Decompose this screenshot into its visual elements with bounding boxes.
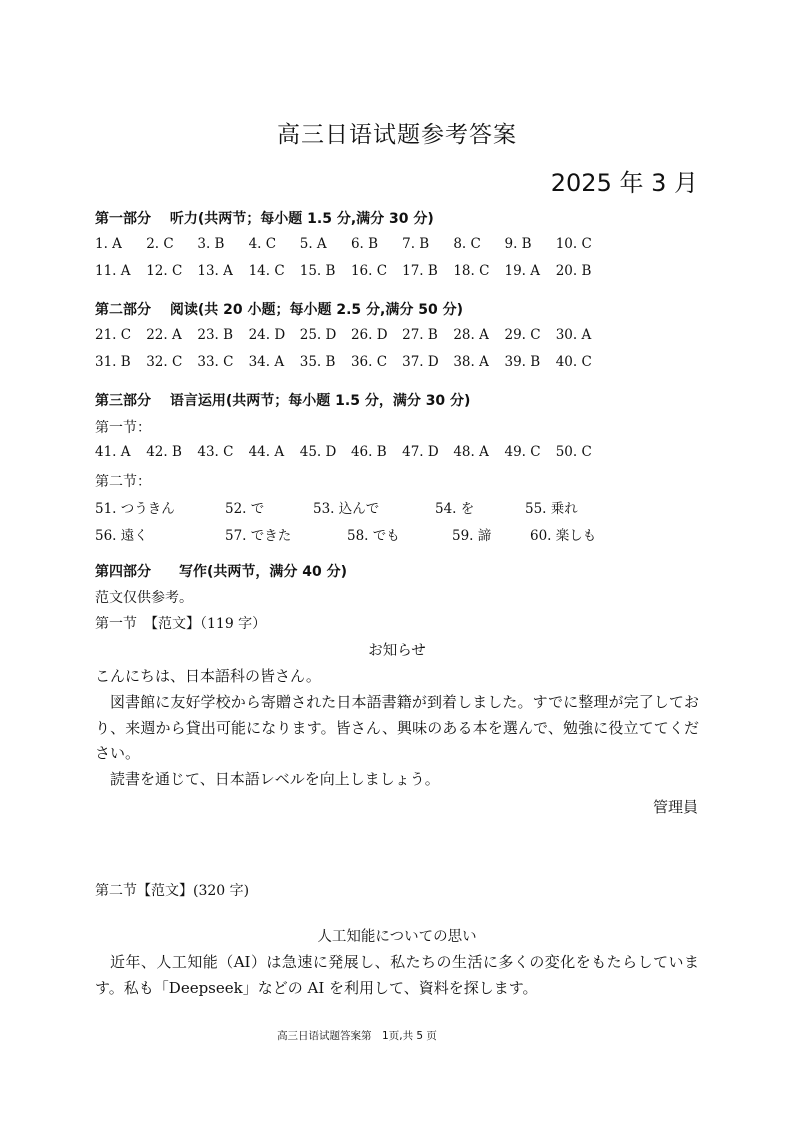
essay1-signature: 管理員	[652, 798, 698, 816]
exam-date: 2025 年 3 月	[550, 169, 698, 197]
part3-answers-row1	[95, 444, 607, 460]
answer-item: 53. 込んで	[313, 501, 380, 517]
answer-item: 58. でも	[347, 528, 400, 544]
answer-item: 3. B	[197, 236, 225, 252]
answer-item: 41. A	[95, 444, 131, 460]
page-footer: 高三日语试题答案第 1页,共 5 页	[277, 1030, 437, 1042]
answer-item: 25. D	[299, 327, 337, 343]
answer-item: 50. C	[555, 444, 592, 460]
answer-item: 49. C	[504, 444, 541, 460]
answer-item: 55. 乗れ	[525, 501, 578, 517]
part2-heading: 第二部分 阅读(共 20 小题；每小题 2.5 分,满分 50 分)	[95, 302, 463, 318]
part1-heading: 第一部分 听力(共两节；每小题 1.5 分,满分 30 分)	[95, 211, 434, 227]
answer-item: 32. C	[146, 354, 183, 370]
answer-item: 39. B	[504, 354, 541, 370]
answer-item: 52. で	[225, 501, 265, 517]
answer-item: 60. 楽しも	[530, 528, 597, 544]
answer-item: 37. D	[402, 354, 439, 370]
part1-answers-row2	[95, 263, 607, 279]
answer-item: 18. C	[453, 263, 490, 279]
part4-section1-label: 第一节 【范文】（119 字）	[95, 616, 267, 632]
answer-item: 38. A	[453, 354, 489, 370]
answer-item: 21. C	[95, 327, 132, 343]
answer-item: 8. C	[453, 236, 481, 252]
answer-item: 27. B	[402, 327, 438, 343]
part2-answers-row2	[95, 354, 607, 370]
answer-item: 30. A	[555, 327, 592, 343]
essay2-title: 人工知能についての思い	[317, 929, 477, 945]
part3-heading: 第三部分 语言运用(共两节；每小题 1.5 分，满分 30 分)	[95, 393, 471, 409]
answer-item: 19. A	[504, 263, 541, 279]
answer-item: 11. A	[95, 263, 131, 279]
essay2-paragraph: 近年、人工知能（AI）は急速に発展し、私たちの生活に多くの変化をもたらしています。私も「Deepseek」などの AI を利用して、資料を探します。	[95, 953, 699, 997]
part3-section2-label: 第二节：	[95, 474, 151, 490]
essay1-greeting: こんにちは、日本語科の皆さん。	[95, 667, 321, 685]
answer-item: 24. D	[248, 327, 286, 343]
part2-answers-row1	[95, 327, 607, 343]
answer-item: 56. 遠く	[95, 528, 148, 544]
answer-item: 2. C	[146, 236, 174, 252]
answer-item: 46. B	[350, 444, 387, 460]
part4-heading: 第四部分 写作(共两节，满分 40 分)	[95, 564, 348, 580]
answer-item: 34. A	[248, 354, 285, 370]
answer-item: 4. C	[248, 236, 277, 252]
essay1-paragraph: 読書を通じて、日本語レベルを向上しましょう。	[110, 770, 440, 788]
answer-item: 59. 諦	[452, 528, 492, 544]
answer-item: 7. B	[402, 236, 430, 252]
answer-item: 43. C	[197, 444, 234, 460]
answer-item: 23. B	[197, 327, 234, 343]
answer-item: 51. つうきん	[95, 501, 175, 517]
answer-item: 9. B	[504, 236, 532, 252]
page-title: 高三日语试题参考答案	[277, 122, 517, 148]
part3-answers-row2	[95, 497, 576, 517]
part3-section1-label: 第一节：	[95, 420, 151, 436]
answer-item: 20. B	[555, 263, 592, 279]
part4-section2-label: 第二节【范文】(320 字)	[95, 883, 250, 899]
answer-item: 26. D	[350, 327, 388, 343]
answer-item: 17. B	[402, 263, 438, 279]
answer-item: 36. C	[350, 354, 388, 370]
answer-item: 57. できた	[225, 528, 292, 544]
answer-item: 5. A	[299, 236, 327, 252]
answer-item: 47. D	[402, 444, 439, 460]
answer-item: 54. を	[435, 501, 475, 517]
answer-item: 35. B	[299, 354, 336, 370]
answer-item: 28. A	[453, 327, 489, 343]
answer-item: 33. C	[197, 354, 234, 370]
answer-item: 6. B	[350, 236, 379, 252]
essay1-paragraph: 図書館に友好学校から寄贈された日本語書籍が到着しました。すでに整理が完了しており、来週から貸出可能になります。皆さん、興味のある本を選んで、勉強に役立ててください。	[95, 693, 699, 762]
answer-item: 45. D	[299, 444, 337, 460]
part1-answers-row1	[95, 236, 607, 252]
answer-item: 1. A	[95, 236, 122, 252]
answer-item: 15. B	[299, 263, 336, 279]
answer-item: 48. A	[453, 444, 489, 460]
part4-note: 范文仅供参考。	[95, 590, 193, 606]
answer-item: 42. B	[146, 444, 182, 460]
answer-item: 13. A	[197, 263, 233, 279]
answer-item: 40. C	[555, 354, 592, 370]
answer-item: 44. A	[248, 444, 285, 460]
answer-item: 22. A	[146, 327, 182, 343]
answer-item: 12. C	[146, 263, 183, 279]
answer-item: 16. C	[350, 263, 388, 279]
part3-answers-row3	[95, 524, 597, 544]
answer-item: 31. B	[95, 354, 131, 370]
answer-item: 14. C	[248, 263, 285, 279]
answer-item: 29. C	[504, 327, 541, 343]
essay1-title: お知らせ	[368, 643, 426, 659]
answer-item: 10. C	[555, 236, 592, 252]
